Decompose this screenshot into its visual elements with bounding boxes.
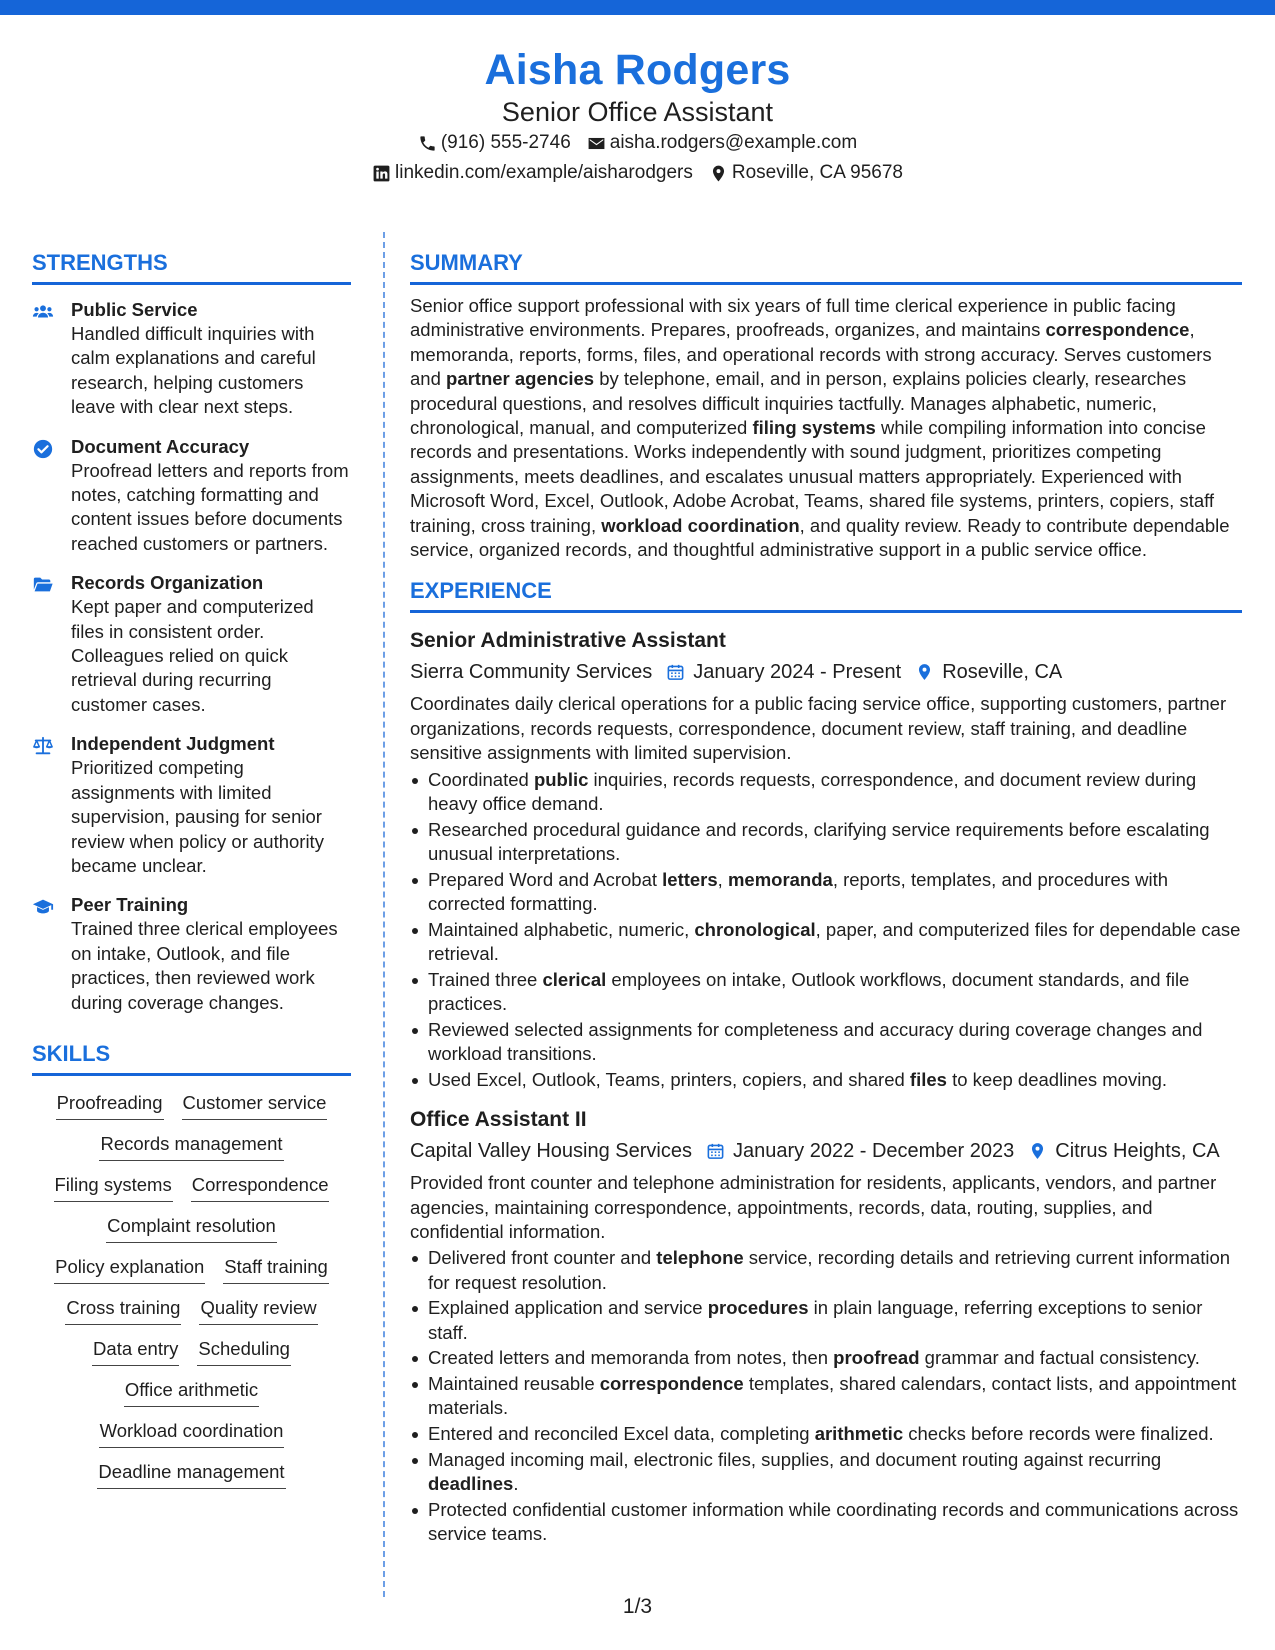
skill-tag: Staff training	[223, 1254, 329, 1284]
check-circle-icon	[32, 434, 71, 557]
skill-tag: Cross training	[65, 1295, 181, 1325]
bold-keyword: workload coordination	[601, 514, 800, 536]
strength-item-peer-training	[32, 892, 351, 1015]
right-column	[410, 250, 1242, 1546]
bold-keyword: filing systems	[752, 417, 876, 439]
skill-tag: Records management	[99, 1131, 283, 1161]
skill-row	[99, 1131, 283, 1161]
text-run: Protected confidential customer information while coordinating records and communications across service teams.	[428, 1498, 1239, 1544]
skill-row	[92, 1336, 291, 1366]
location-contact	[709, 158, 903, 188]
text-run: Maintained alphabetic, numeric,	[428, 918, 695, 940]
email-contact[interactable]	[587, 128, 857, 158]
text-run: employees on intake, Outlook workflows, document standards, and file practices.	[428, 968, 1190, 1015]
skill-row	[54, 1172, 330, 1202]
job-meta	[410, 656, 1242, 688]
page-number: 1/3	[622, 1595, 653, 1618]
job-title: Office Assistant II	[410, 1108, 587, 1132]
strength-description: Prioritized competing assignments with limited supervision, pausing for senior review when policy or authority became unclear.	[71, 757, 324, 876]
job-bullet	[410, 768, 1242, 817]
bold-keyword: telephone	[656, 1247, 744, 1269]
strength-item-public-service	[32, 297, 351, 420]
bold-keyword: chronological	[694, 918, 816, 940]
job-bullet	[410, 868, 1242, 917]
job-title: Senior Administrative Assistant	[410, 629, 726, 653]
calendar-icon	[706, 1141, 725, 1161]
phone-contact[interactable]	[418, 128, 571, 158]
text-run: checks before records were finalized.	[903, 1422, 1214, 1444]
bold-keyword: partner agencies	[446, 368, 595, 390]
summary-heading: SUMMARY	[410, 250, 1242, 285]
skill-tag: Proofreading	[56, 1090, 164, 1120]
job-bullets	[410, 1246, 1242, 1546]
strength-item-records-organization	[32, 570, 351, 717]
text-run: Senior office support professional with six years of full time clerical experience in public facing administrative environments. Prepares, proofreads, organizes, and maintains	[410, 295, 1176, 341]
company-name: Capital Valley Housing Services	[410, 1140, 692, 1163]
text-run: .	[513, 1472, 519, 1494]
experience-heading: EXPERIENCE	[410, 578, 1242, 613]
text-run: Used Excel, Outlook, Teams, printers, copiers, and shared	[428, 1068, 910, 1090]
skill-tag: Filing systems	[54, 1172, 173, 1202]
job-bullet	[410, 818, 1242, 867]
phone-text: (916) 555-2746	[440, 132, 571, 153]
job-bullet	[410, 1346, 1242, 1370]
job-bullet	[410, 1246, 1242, 1295]
strength-item-document-accuracy	[32, 434, 351, 557]
candidate-name: Aisha Rodgers	[484, 46, 791, 94]
skills-heading: SKILLS	[32, 1041, 351, 1076]
location-text: Roseville, CA 95678	[731, 162, 903, 183]
job-bullet	[410, 1372, 1242, 1421]
column-divider	[383, 232, 385, 1597]
skill-tag: Office arithmetic	[124, 1377, 259, 1407]
strength-description: Trained three clerical employees on intake, Outlook, and file practices, then reviewed work during coverage changes.	[71, 918, 338, 1013]
job-bullet	[410, 1068, 1242, 1092]
skill-row	[124, 1377, 259, 1407]
skill-tag: Policy explanation	[54, 1254, 205, 1284]
skill-tag: Complaint resolution	[106, 1213, 277, 1243]
text-run: , paper, and computerized files for dependable case retrieval.	[428, 918, 1241, 965]
job-bullet	[410, 968, 1242, 1017]
top-accent-bar	[0, 0, 1275, 15]
scale-icon	[32, 731, 71, 878]
map-pin-icon	[915, 662, 934, 682]
linkedin-icon	[372, 164, 391, 183]
skill-row	[99, 1418, 285, 1448]
skill-tag: Workload coordination	[99, 1418, 285, 1448]
strength-item-independent-judgment	[32, 731, 351, 878]
text-run: Explained application and service	[428, 1297, 708, 1319]
text-run: Entered and reconciled Excel data, completing	[428, 1422, 815, 1444]
text-run: Managed incoming mail, electronic files, supplies, and document routing against recurring	[428, 1448, 1162, 1470]
skill-row	[65, 1295, 317, 1325]
job-bullets	[410, 768, 1242, 1092]
users-icon	[32, 297, 71, 420]
text-run: inquiries, records requests, correspondence, and document review during heavy office demand.	[428, 768, 1197, 815]
strength-description: Kept paper and computerized files in consistent order. Colleagues relied on quick retrieval during recurring customer cases.	[71, 596, 314, 715]
job-bullet	[410, 1498, 1242, 1547]
text-run: Reviewed selected assignments for completeness and accuracy during coverage changes and workload transitions.	[428, 1018, 1203, 1065]
text-run: Trained three	[428, 968, 543, 990]
job-meta	[410, 1135, 1242, 1167]
phone-icon	[418, 134, 437, 153]
calendar-icon	[666, 662, 685, 682]
text-run: to keep deadlines moving.	[946, 1068, 1168, 1090]
job-bullet	[410, 1296, 1242, 1345]
bold-keyword: clerical	[542, 968, 607, 990]
text-run: Delivered front counter and	[428, 1247, 657, 1269]
text-run: in plain language, referring exceptions to senior staff.	[428, 1297, 1203, 1343]
resume-header	[0, 44, 1275, 188]
text-run: service, recording details and retrieving current information for request resolution.	[428, 1247, 1231, 1293]
text-run: Prepared Word and Acrobat	[428, 868, 663, 890]
job-bullet	[410, 1018, 1242, 1067]
job-bullet	[410, 1448, 1242, 1497]
contact-line-2	[0, 158, 1275, 188]
text-run: templates, shared calendars, contact lists, and appointment materials.	[428, 1372, 1237, 1419]
text-run: by telephone, email, and in person, explains policies clearly, researches procedural questions, and resolves difficult inquiries tactfully. Manages alphabetic, numeric, chronological, manual, and computerized	[410, 368, 1187, 439]
job-bullet	[410, 1422, 1242, 1446]
company-name: Sierra Community Services	[410, 661, 653, 684]
strength-title: Document Accuracy	[71, 435, 250, 457]
bold-keyword: correspondence	[599, 1372, 744, 1394]
skill-row	[56, 1090, 328, 1120]
contact-line-1	[0, 128, 1275, 158]
strength-title: Records Organization	[71, 572, 264, 594]
text-run: Created letters and memoranda from notes, then	[428, 1347, 834, 1369]
left-column	[32, 250, 351, 1489]
linkedin-text: linkedin.com/example/aisharodgers	[395, 162, 693, 183]
text-run: , reports, templates, and procedures with corrected formatting.	[428, 868, 1169, 915]
strength-title: Independent Judgment	[71, 733, 275, 755]
skill-row	[97, 1459, 285, 1489]
job-dates: January 2024 - Present	[693, 661, 902, 684]
bold-keyword: deadlines	[428, 1472, 514, 1494]
text-run: Maintained reusable	[428, 1372, 600, 1394]
summary-text	[410, 294, 1242, 562]
strength-title: Public Service	[71, 299, 198, 320]
candidate-title: Senior Office Assistant	[501, 97, 774, 127]
skill-tag: Correspondence	[191, 1172, 330, 1202]
bold-keyword: arithmetic	[814, 1422, 904, 1444]
envelope-icon	[587, 134, 606, 153]
bold-keyword: memoranda	[727, 868, 833, 890]
folder-open-icon	[32, 570, 71, 717]
text-run: Researched procedural guidance and records, clarifying service requirements before escalating unusual interpretations.	[428, 818, 1210, 865]
text-run: while compiling information into concise records and presentations. Works independently with sound judgment, prioritizes competing assignments, meets deadlines, and escalates unusual matters appropriately. Experienced with Microsoft Word, Excel, Outlook, Adobe Acrobat, Teams, shared file systems, printers, copiers, staff training, cross training,	[410, 417, 1215, 536]
job-dates: January 2022 - December 2023	[732, 1140, 1015, 1163]
email-text: aisha.rodgers@example.com	[609, 132, 858, 153]
job-location: Citrus Heights, CA	[1055, 1140, 1220, 1163]
skill-tag: Deadline management	[97, 1459, 285, 1489]
job-entry	[410, 627, 1242, 1092]
strengths-list	[32, 297, 351, 1015]
skill-tag: Quality review	[199, 1295, 317, 1325]
skills-list	[32, 1090, 351, 1489]
strength-description: Handled difficult inquiries with calm explanations and careful research, helping customers leave with clear next steps.	[71, 323, 316, 418]
map-pin-icon	[1028, 1141, 1047, 1161]
skill-tag: Customer service	[182, 1090, 328, 1120]
job-description: Provided front counter and telephone administration for residents, applicants, vendors, and partner agencies, maintaining correspondence, appointments, records, data, routing, supplies, and confidential information.	[410, 1172, 1217, 1242]
job-bullet	[410, 918, 1242, 967]
job-entry	[410, 1106, 1242, 1546]
bold-keyword: proofread	[833, 1347, 920, 1369]
strengths-heading: STRENGTHS	[32, 250, 351, 285]
text-run: grammar and factual consistency.	[919, 1347, 1200, 1369]
skill-row	[106, 1213, 277, 1243]
strength-description: Proofread letters and reports from notes, catching formatting and content issues before documents reached customers or partners.	[71, 459, 349, 554]
skill-row	[54, 1254, 329, 1284]
text-run: , memoranda, reports, forms, files, and operational records with strong accuracy. Serves customers and	[410, 319, 1212, 390]
graduation-cap-icon	[32, 892, 71, 1015]
text-run: ,	[717, 868, 728, 890]
bold-keyword: procedures	[707, 1297, 809, 1319]
skill-tag: Scheduling	[197, 1336, 291, 1366]
job-location: Roseville, CA	[942, 661, 1063, 684]
bold-keyword: letters	[662, 868, 718, 890]
text-run: Coordinated	[428, 768, 534, 790]
strength-title: Peer Training	[71, 894, 189, 916]
bold-keyword: correspondence	[1045, 319, 1190, 341]
bold-keyword: public	[533, 768, 589, 790]
map-pin-icon	[709, 164, 728, 183]
text-run: , and quality review. Ready to contribute dependable service, organized records, and thoughtful administrative support in a public service office.	[410, 514, 1230, 561]
job-description: Coordinates daily clerical operations for a public facing service office, supporting customers, partner organizations, records requests, correspondence, document review, staff training, and deadline sensitive assignments with limited supervision.	[410, 693, 1227, 764]
skill-tag: Data entry	[92, 1336, 179, 1366]
linkedin-contact[interactable]	[372, 158, 693, 188]
bold-keyword: files	[909, 1068, 947, 1090]
